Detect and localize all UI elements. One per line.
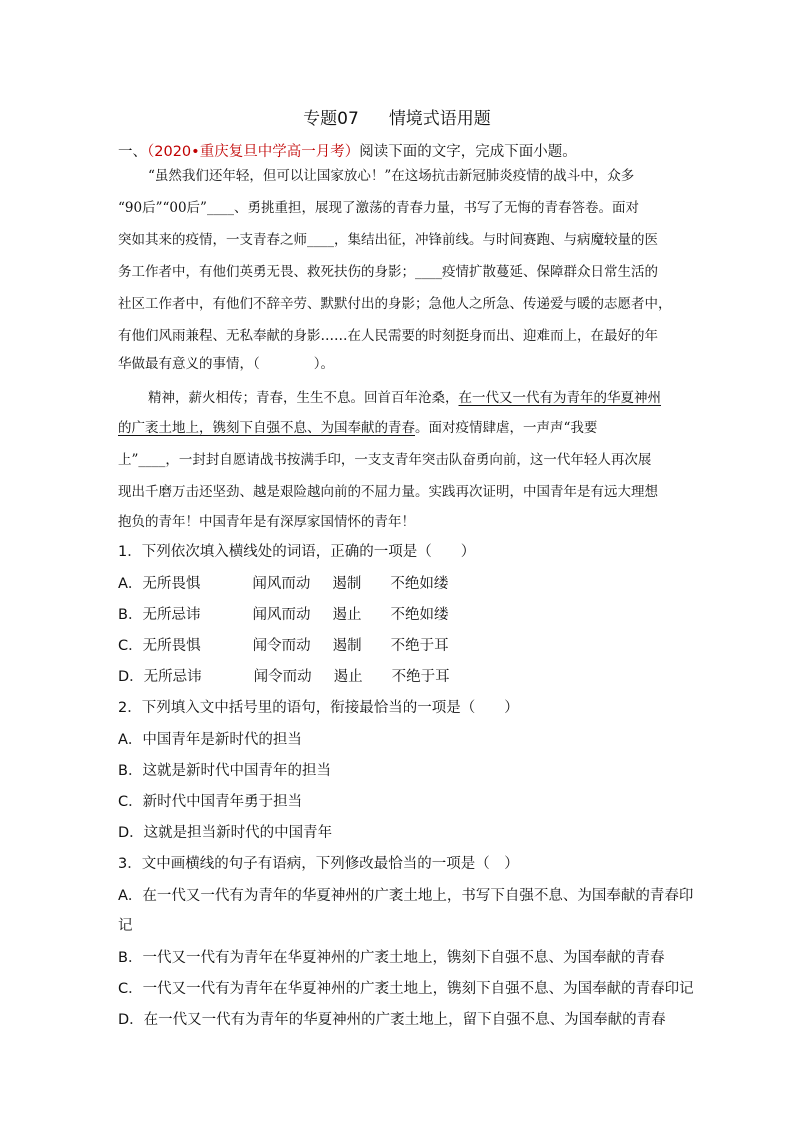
question-2-option-c[interactable]: C．新时代中国青年勇于担当: [118, 794, 303, 810]
passage-line: 华做最有意义的事情，（ ）。: [118, 356, 334, 372]
option-word: 遏制: [332, 576, 362, 592]
question-1-stem: 1．下列依次填入横线处的词语，正确的一项是（ ）: [118, 544, 476, 560]
section-instruction: 阅读下面的文字，完成下面小题。: [359, 144, 577, 160]
question-3-option-d[interactable]: D．在一代又一代有为青年的华夏神州的广袤土地上，留下自强不息、为国奉献的青春: [118, 1012, 666, 1028]
passage-line: 上”____，一封封自愿请战书按满手印，一支支青年突击队奋勇向前，这一代年轻人再次展: [118, 452, 652, 468]
option-word: 无所忌讳: [143, 669, 202, 685]
question-2-stem: 2．下列填入文中括号里的语句，衔接最恰当的一项是（ ）: [118, 700, 519, 716]
question-2-option-a[interactable]: A．中国青年是新时代的担当: [118, 732, 302, 748]
option-label: B．: [118, 607, 143, 623]
question-3-option-a[interactable]: A．在一代又一代有为青年的华夏神州的广袤土地上，书写下自强不息、为国奉献的青春印: [118, 888, 694, 904]
option-label: D．: [118, 669, 144, 685]
question-2-option-d[interactable]: D．这就是担当新时代的中国青年: [118, 825, 333, 841]
title-prefix: 专题07: [303, 109, 359, 129]
passage-text: 。面对疫情肆虐，一声声“我要: [415, 420, 598, 436]
question-2-option-b[interactable]: B．这就是新时代中国青年的担当: [118, 763, 331, 779]
passage-line: 抱负的青年！中国青年是有深厚家国情怀的青年！: [118, 514, 415, 530]
option-word: 闻风而动: [252, 607, 311, 623]
question-1-option-c[interactable]: [118, 634, 449, 655]
option-word: 闻令而动: [253, 669, 312, 685]
passage-line: “虽然我们还年轻，但可以让国家放心！”在这场抗击新冠肺炎疫情的战斗中，众多: [148, 168, 635, 184]
title-main: 情境式语用题: [388, 109, 491, 129]
option-word: 不绝如缕: [390, 576, 449, 592]
underlined-sentence: 的广袤土地上，镌刻下自强不息、为国奉献的青春: [118, 420, 415, 436]
page-title: [0, 104, 794, 129]
option-word: 无所畏惧: [142, 576, 201, 592]
option-word: 不绝如缕: [390, 607, 449, 623]
underlined-sentence: 在一代又一代有为青年的华夏神州: [458, 390, 661, 406]
passage-line: 有他们风雨兼程、无私奉献的身影……在人民需要的时刻挺身而出、迎难而上，在最好的年: [118, 328, 658, 344]
passage-line: 社区工作者中，有他们不辞辛劳、默默付出的身影；急他人之所急、传递爱与暖的志愿者中，: [118, 296, 672, 312]
option-word: 遏止: [332, 607, 362, 623]
passage-line: “90后”“00后”____、勇挑重担，展现了激荡的青春力量，书写了无悔的青春答卷。面对: [118, 200, 639, 216]
question-3-option-b[interactable]: B．一代又一代有为青年在华夏神州的广袤土地上，镌刻下自强不息、为国奉献的青春: [118, 950, 665, 966]
option-word: 无所忌讳: [142, 607, 201, 623]
passage-text: 精神，薪火相传；青春，生生不息。回首百年沧桑，: [148, 390, 459, 406]
passage-line: 突如其来的疫情，一支青春之师____，集结出征，冲锋前线。与时间赛跑、与病魔较量的医: [118, 232, 658, 248]
passage-line: 务工作者中，有他们英勇无畏、救死扶伤的身影；____疫情扩散蔓延、保障群众日常生活的: [118, 264, 658, 280]
option-word: 无所畏惧: [142, 638, 201, 654]
option-word: 闻令而动: [252, 638, 311, 654]
passage-line: [118, 416, 597, 436]
question-1-option-d[interactable]: [118, 665, 450, 686]
question-1-option-a[interactable]: [118, 572, 448, 593]
question-3-option-a-cont: 记: [118, 918, 133, 934]
option-word: 不绝于耳: [391, 669, 450, 685]
option-word: 遏止: [333, 669, 363, 685]
section-header: [118, 140, 577, 161]
question-1-option-b[interactable]: [118, 603, 448, 624]
option-word: 闻风而动: [252, 576, 311, 592]
option-label: A．: [118, 576, 143, 592]
passage-line: [148, 386, 661, 406]
passage-line: 现出千磨万击还坚劲、越是艰险越向前的不屈力量。实践再次证明，中国青年是有远大理想: [118, 484, 658, 500]
option-label: C．: [118, 638, 143, 654]
question-3-option-c[interactable]: C．一代又一代有为青年在华夏神州的广袤土地上，镌刻下自强不息、为国奉献的青春印记: [118, 981, 694, 997]
question-3-stem: 3．文中画横线的句子有语病，下列修改最恰当的一项是（ ）: [118, 856, 519, 872]
option-word: 不绝于耳: [390, 638, 449, 654]
option-word: 遏制: [332, 638, 362, 654]
source-label: （2020•重庆复旦中学高一月考）: [147, 144, 360, 160]
section-number: 一、: [118, 144, 147, 160]
